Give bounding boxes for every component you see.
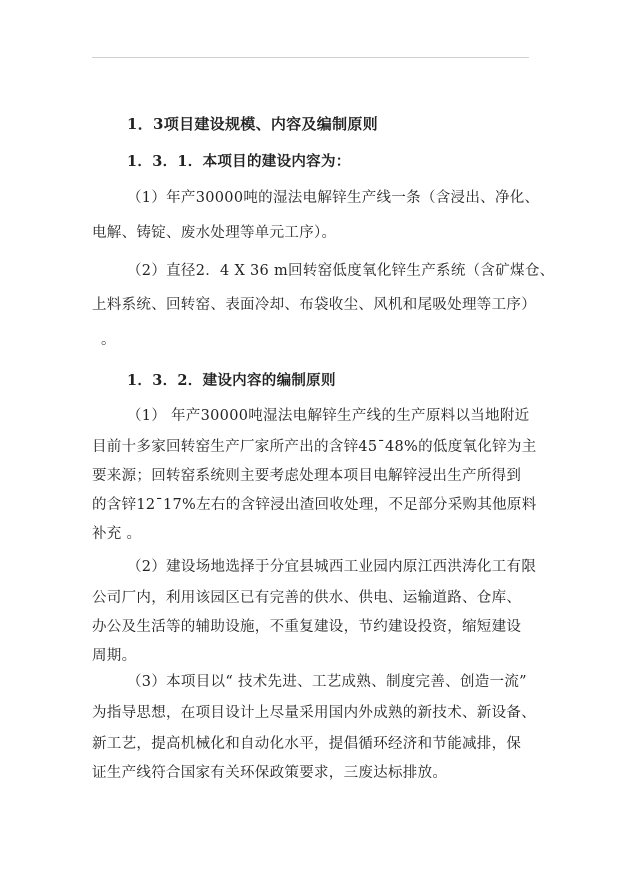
principle1-line1: （1） 年产30000吨湿法电解锌生产线的生产原料以当地附近 xyxy=(127,408,530,424)
principle1-line5: 补充 。 xyxy=(92,526,142,542)
item2-line2: 上料系统、回转窑、表面冷却、布袋收尘、风机和尾吸处理等工序） xyxy=(92,297,536,313)
principle3-line1: （3）本项目以“ 技术先进、工艺成熟、制度完善、创造一流” xyxy=(127,674,527,690)
principle1-line4: 的含锌12¯17%左右的含锌浸出渣回收处理，不足部分采购其他原料 xyxy=(92,497,537,513)
item1-line1: （1）年产30000吨的湿法电解锌生产线一条（含浸出、净化、 xyxy=(127,190,540,206)
principle3-line2: 为指导思想，在项目设计上尽量采用国内外成熟的新技术、新设备、 xyxy=(92,705,536,721)
principle1-line2: 目前十多家回转窑生产厂家所产出的含锌45¯48%的低度氧化锌为主 xyxy=(92,439,537,455)
principle2-line1: （2）建设场地选择于分宜县城西工业园内原江西洪涛化工有限 xyxy=(127,559,537,575)
header-rule xyxy=(92,57,529,58)
item2-line1: （2）直径2．4 X 36 m回转窑低度氧化锌生产系统（含矿煤仓、 xyxy=(127,263,555,279)
principle2-line2: 公司厂内，利用该园区已有完善的供水、供电、运输道路、仓库、 xyxy=(92,590,522,606)
principle2-line3: 办公及生活等的辅助设施，不重复建设，节约建设投资，缩短建设 xyxy=(92,619,522,635)
subsection-heading-1: 1．3．1．本项目的建设内容为： xyxy=(127,153,351,170)
item2-line3: 。 xyxy=(101,332,116,348)
subsection-heading-2: 1．3．2．建设内容的编制原则 xyxy=(127,372,336,389)
principle1-line3: 要来源；回转窑系统则主要考虑处理本项目电解锌浸出生产所得到 xyxy=(92,468,522,484)
principle3-line3: 新工艺，提高机械化和自动化水平，提倡循环经济和节能减排，保 xyxy=(92,736,522,752)
principle3-line4: 证生产线符合国家有关环保政策要求，三废达标排放。 xyxy=(92,765,448,781)
section-title: 1．3项目建设规模、内容及编制原则 xyxy=(127,115,378,133)
principle2-line4: 周期。 xyxy=(92,648,137,664)
item1-line2: 电解、铸锭、废水处理等单元工序）。 xyxy=(92,225,337,241)
